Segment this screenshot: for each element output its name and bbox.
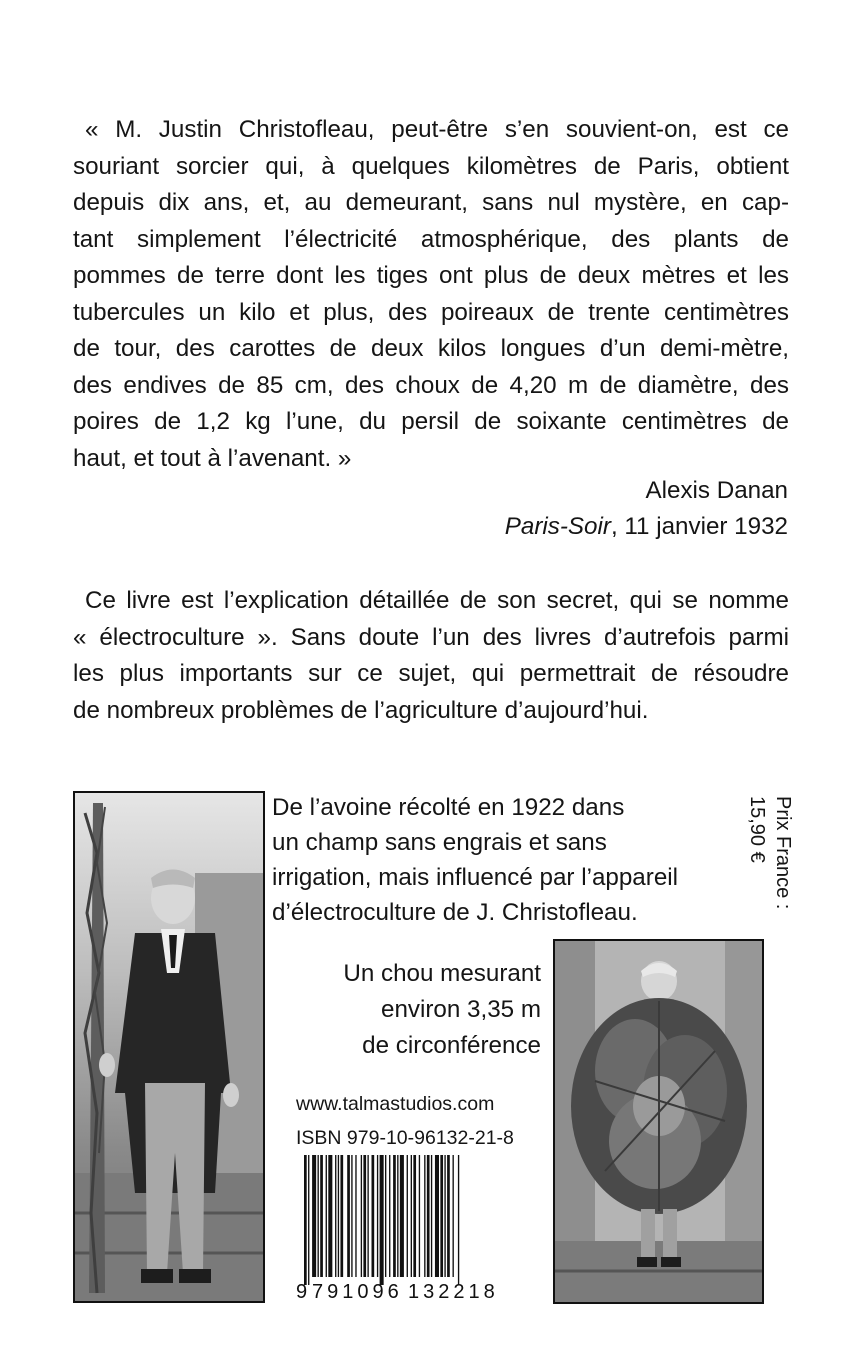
barcode-bar <box>400 1155 404 1277</box>
oats-caption-line: d’électroculture de J. Christofleau. <box>272 899 638 926</box>
quote-line: depuis dix ans, et, au demeurant, sans nul mystère, en cap- <box>73 189 789 216</box>
barcode-bar <box>447 1155 450 1277</box>
quote-line: pommes de terre dont les tiges ont plus de deux mètres et les <box>73 262 789 289</box>
barcode-bar <box>326 1155 327 1277</box>
cabbage-photo <box>553 939 764 1304</box>
cabbage-caption <box>300 956 541 1064</box>
barcode-bar <box>347 1155 350 1277</box>
barcode-bar <box>335 1155 336 1277</box>
barcode-bar <box>304 1155 307 1285</box>
barcode-bar <box>424 1155 425 1277</box>
barcode-bar <box>372 1155 375 1277</box>
barcode-bar <box>380 1155 384 1285</box>
barcode-bar <box>351 1155 352 1277</box>
barcode-bar <box>340 1155 343 1277</box>
price-value: 15,90 € <box>746 796 768 863</box>
barcode-graphic <box>290 1153 508 1301</box>
publication-name: Paris-Soir <box>504 513 611 540</box>
barcode-bar <box>427 1155 430 1277</box>
barcode-bar <box>444 1155 445 1277</box>
quote-author: Alexis Danan <box>645 477 788 504</box>
barcode-bar <box>393 1155 396 1277</box>
barcode-bar <box>440 1155 443 1277</box>
barcode-bar <box>453 1155 454 1277</box>
barcode-bar <box>389 1155 390 1277</box>
intro-line: Ce livre est l’explication détaillée de son secret, qui se nomme <box>85 587 789 614</box>
barcode-first-digit: 9 <box>296 1281 308 1301</box>
barcode-bar <box>385 1155 386 1277</box>
quote-line: tubercules un kilo et plus, des poireaux de trente centimètres <box>73 298 789 326</box>
quote-line: souriant sorcier qui, à quelques kilomètres de Paris, obtient <box>73 152 789 180</box>
intro-paragraph <box>73 583 789 729</box>
barcode-bar <box>407 1155 408 1277</box>
oats-caption-line: De l’avoine récolté en 1922 dans <box>272 794 625 821</box>
quote-line: poires de 1,2 kg l’une, du persil de soixante centimètres de <box>73 408 789 435</box>
isbn-barcode <box>290 1153 508 1301</box>
barcode-bar <box>435 1155 439 1277</box>
oats-caption <box>272 790 722 930</box>
barcode-bar <box>411 1155 412 1277</box>
publisher-website: www.talmastudios.com <box>296 1093 495 1115</box>
publication-date: , 11 janvier 1932 <box>610 513 788 540</box>
barcode-bar <box>431 1155 432 1277</box>
quote-line: tant simplement l’électricité atmosphérique, des plants de <box>73 225 789 253</box>
cabbage-caption-line: de circonférence <box>362 1032 541 1059</box>
barcode-bar <box>419 1155 420 1277</box>
barcode-bar <box>355 1155 356 1277</box>
oats-caption-line: irrigation, mais influencé par l’appareil <box>272 864 679 891</box>
barcode-bar <box>338 1155 339 1277</box>
quote-paragraph <box>73 112 789 477</box>
barcode-bar <box>328 1155 332 1277</box>
barcode-bar <box>320 1155 323 1277</box>
barcode-bar <box>318 1155 319 1277</box>
price-label-text: Prix France : <box>772 796 794 910</box>
isbn-number: ISBN 979-10-96132-21-8 <box>296 1127 514 1149</box>
oats-photo <box>73 791 265 1303</box>
cabbage-caption-line: environ 3,35 m <box>381 996 541 1023</box>
quote-line: haut, et tout à l’avenant. » <box>73 444 352 472</box>
cabbage-photo-illustration <box>555 941 762 1302</box>
oats-caption-line: un champ sans engrais et sans <box>272 829 607 856</box>
cabbage-caption-line: Un chou mesurant <box>343 960 541 987</box>
barcode-bar <box>397 1155 398 1277</box>
barcode-bar <box>312 1155 316 1277</box>
barcode-left-digits: 791096 <box>312 1281 403 1301</box>
intro-line: « électroculture ». Sans doute l’un des livres d’autrefois parmi <box>73 623 789 651</box>
quote-source <box>505 513 788 541</box>
barcode-bar <box>361 1155 362 1277</box>
quote-line: de tour, des carottes de deux kilos longues d’un demi-mètre, <box>73 335 789 362</box>
barcode-bar <box>308 1155 309 1285</box>
barcode-bar <box>367 1155 368 1277</box>
intro-line: de nombreux problèmes de l’agriculture d’aujourd’hui. <box>73 696 649 724</box>
barcode-bar <box>377 1155 378 1277</box>
barcode-bar <box>413 1155 416 1277</box>
barcode-bar <box>458 1155 459 1285</box>
barcode-right-digits: 132218 <box>408 1281 499 1301</box>
intro-line: les plus importants sur ce sujet, qui permettrait de résoudre <box>73 660 789 687</box>
quote-line: « M. Justin Christofleau, peut-être s’en souvient-on, est ce <box>85 116 789 143</box>
barcode-bar <box>363 1155 366 1277</box>
oats-photo-illustration <box>75 793 263 1301</box>
quote-line: des endives de 85 cm, des choux de 4,20 m de diamètre, des <box>73 371 789 399</box>
